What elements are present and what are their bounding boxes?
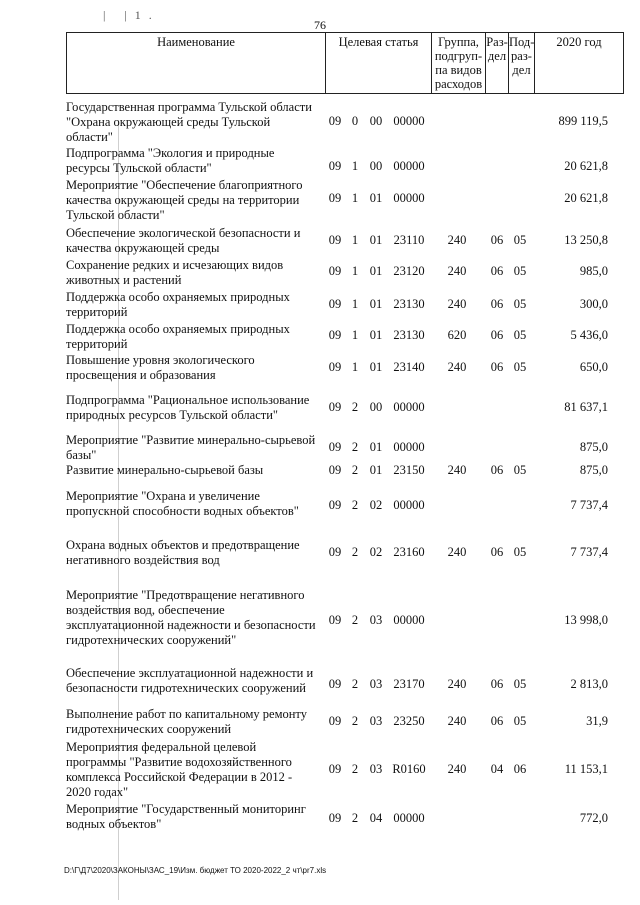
row-sub: 05	[513, 264, 527, 278]
row-c2: 1	[351, 328, 359, 342]
row-c3: 04	[369, 811, 383, 825]
row-name: Мероприятие "Развитие минерально-сырьевой базы"	[66, 433, 316, 462]
row-c3: 03	[369, 613, 383, 627]
row-c2: 0	[351, 114, 359, 128]
row-grp: 240	[447, 762, 467, 776]
row-sub: 05	[513, 297, 527, 311]
row-sec: 06	[490, 360, 504, 374]
row-c1: 09	[328, 400, 342, 414]
header-group: Группа, подгруп- па видов расходов	[431, 32, 486, 94]
row-grp: 240	[447, 545, 467, 559]
row-c3: 00	[369, 159, 383, 173]
row-c4: 23150	[393, 463, 425, 477]
row-name: Мероприятие "Предотвращение негативного воздействия вод, обеспечение эксплуатационной надежности и безопасности гидротехнических сооружений"	[66, 588, 316, 647]
row-c2: 2	[351, 762, 359, 776]
row-name: Сохранение редких и исчезающих видов животных и растений	[66, 258, 284, 287]
row-grp: 240	[447, 677, 467, 691]
row-c4: 00000	[393, 191, 425, 205]
row-amount: 899 119,5	[558, 114, 608, 128]
row-grp: 240	[447, 233, 467, 247]
row-sec: 06	[490, 233, 504, 247]
row-grp: 240	[447, 714, 467, 728]
row-c4: 00000	[393, 114, 425, 128]
row-c2: 2	[351, 545, 359, 559]
row-c1: 09	[328, 545, 342, 559]
row-amount: 13 998,0	[564, 613, 608, 627]
row-c1: 09	[328, 114, 342, 128]
row-name: Мероприятие "Обеспечение благоприятного качества окружающей среды на территории Тульской области"	[66, 178, 303, 222]
footer-path: D:\Г\Д7\2020\ЗАКОНЫ\ЗАС_19\Изм. бюджет ТО 2020-2022_2 чт\pr7.xls	[64, 866, 327, 875]
row-c1: 09	[328, 762, 342, 776]
row-c3: 01	[369, 440, 383, 454]
row-amount: 772,0	[579, 811, 608, 825]
row-sec: 06	[490, 463, 504, 477]
row-c2: 2	[351, 677, 359, 691]
row-c2: 2	[351, 811, 359, 825]
row-amount: 985,0	[579, 264, 608, 278]
row-c1: 09	[328, 297, 342, 311]
row-amount: 300,0	[579, 297, 608, 311]
row-c1: 09	[328, 191, 342, 205]
corner-marks: | |1.	[103, 8, 160, 22]
row-grp: 240	[447, 360, 467, 374]
row-c4: 23110	[393, 233, 425, 247]
row-sec: 06	[490, 545, 504, 559]
row-amount: 7 737,4	[570, 545, 608, 559]
row-sub: 05	[513, 677, 527, 691]
row-name: Государственная программа Тульской области "Охрана окружающей среды Тульской области"	[66, 100, 312, 144]
row-amount: 20 621,8	[564, 159, 608, 173]
row-c1: 09	[328, 328, 342, 342]
row-c4: 23170	[393, 677, 425, 691]
row-amount: 20 621,8	[564, 191, 608, 205]
row-c1: 09	[328, 233, 342, 247]
row-c1: 09	[328, 159, 342, 173]
row-name: Мероприятие "Государственный мониторинг водных объектов"	[66, 802, 306, 831]
row-c2: 1	[351, 360, 359, 374]
row-sec: 06	[490, 297, 504, 311]
row-c3: 01	[369, 191, 383, 205]
row-amount: 7 737,4	[570, 498, 608, 512]
row-c1: 09	[328, 677, 342, 691]
row-c3: 03	[369, 677, 383, 691]
row-name: Развитие минерально-сырьевой базы	[66, 463, 264, 477]
row-amount: 31,9	[586, 714, 608, 728]
row-c4: 23250	[393, 714, 425, 728]
row-c4: 23130	[393, 328, 425, 342]
page-number: 76	[314, 18, 326, 32]
row-c2: 1	[351, 159, 359, 173]
row-sec: 06	[490, 328, 504, 342]
header-section: Раз- дел	[485, 32, 509, 94]
row-sub: 05	[513, 233, 527, 247]
row-c3: 03	[369, 762, 383, 776]
header-name: Наименование	[66, 32, 326, 94]
row-sec: 04	[490, 762, 504, 776]
row-amount: 81 637,1	[564, 400, 608, 414]
row-c2: 2	[351, 714, 359, 728]
row-grp: 240	[447, 463, 467, 477]
row-c2: 2	[351, 400, 359, 414]
row-amount: 5 436,0	[570, 328, 608, 342]
row-c4: 23140	[393, 360, 425, 374]
row-c2: 1	[351, 233, 359, 247]
row-c3: 01	[369, 328, 383, 342]
header-year: 2020 год	[534, 32, 624, 94]
row-c2: 1	[351, 191, 359, 205]
row-c3: 00	[369, 114, 383, 128]
row-sub: 05	[513, 545, 527, 559]
row-amount: 875,0	[579, 463, 608, 477]
row-sec: 06	[490, 264, 504, 278]
row-c1: 09	[328, 498, 342, 512]
row-name: Обеспечение эксплуатационной надежности и безопасности гидротехнических сооружений	[66, 666, 314, 695]
row-c1: 09	[328, 463, 342, 477]
row-name: Выполнение работ по капитальному ремонту гидротехнических сооружений	[66, 707, 307, 736]
row-c4: 00000	[393, 440, 425, 454]
row-c2: 2	[351, 440, 359, 454]
row-sec: 06	[490, 714, 504, 728]
row-amount: 2 813,0	[570, 677, 608, 691]
row-sec: 06	[490, 677, 504, 691]
row-c4: 00000	[393, 159, 425, 173]
row-c3: 03	[369, 714, 383, 728]
row-c4: 00000	[393, 498, 425, 512]
row-name: Поддержка особо охраняемых природных территорий	[66, 322, 290, 351]
row-c2: 2	[351, 613, 359, 627]
row-c4: 00000	[393, 400, 425, 414]
row-c3: 02	[369, 498, 383, 512]
row-c2: 2	[351, 498, 359, 512]
row-name: Обеспечение экологической безопасности и качества окружающей среды	[66, 226, 301, 255]
row-c1: 09	[328, 360, 342, 374]
row-c2: 1	[351, 297, 359, 311]
row-c1: 09	[328, 613, 342, 627]
row-sub: 05	[513, 360, 527, 374]
header-target: Целевая статья	[325, 32, 432, 94]
row-name: Мероприятия федеральной целевой программы "Развитие водохозяйственного комплекса Российской Федерации в 2012 - 2020 годах"	[66, 740, 293, 799]
row-name: Подпрограмма "Рациональное использование природных ресурсов Тульской области"	[66, 393, 310, 422]
row-c3: 01	[369, 463, 383, 477]
row-c1: 09	[328, 714, 342, 728]
row-name: Поддержка особо охраняемых природных территорий	[66, 290, 290, 319]
row-c1: 09	[328, 264, 342, 278]
row-amount: 13 250,8	[564, 233, 608, 247]
row-amount: 11 153,1	[564, 762, 608, 776]
row-c3: 01	[369, 264, 383, 278]
row-c3: 02	[369, 545, 383, 559]
header-subsection: Под- раз- дел	[508, 32, 535, 94]
row-name: Повышение уровня экологического просвещения и образования	[66, 353, 255, 382]
row-c4: 00000	[393, 613, 425, 627]
row-amount: 650,0	[579, 360, 608, 374]
row-c4: 00000	[393, 811, 425, 825]
row-c3: 01	[369, 360, 383, 374]
row-name: Охрана водных объектов и предотвращение негативного воздействия вод	[66, 538, 300, 567]
row-c1: 09	[328, 440, 342, 454]
row-amount: 875,0	[579, 440, 608, 454]
row-c3: 01	[369, 233, 383, 247]
row-c4: 23130	[393, 297, 425, 311]
row-c4: 23120	[393, 264, 425, 278]
row-c1: 09	[328, 811, 342, 825]
row-c3: 00	[369, 400, 383, 414]
row-c2: 2	[351, 463, 359, 477]
row-grp: 620	[447, 328, 467, 342]
row-name: Мероприятие "Охрана и увеличение пропускной способности водных объектов"	[66, 489, 299, 518]
row-sub: 05	[513, 463, 527, 477]
row-name: Подпрограмма "Экология и природные ресурсы Тульской области"	[66, 146, 275, 175]
row-sub: 05	[513, 328, 527, 342]
row-c3: 01	[369, 297, 383, 311]
row-sub: 06	[513, 762, 527, 776]
row-c4: 23160	[393, 545, 425, 559]
row-sub: 05	[513, 714, 527, 728]
row-grp: 240	[447, 264, 467, 278]
row-grp: 240	[447, 297, 467, 311]
row-c2: 1	[351, 264, 359, 278]
row-c4: R0160	[392, 762, 426, 776]
